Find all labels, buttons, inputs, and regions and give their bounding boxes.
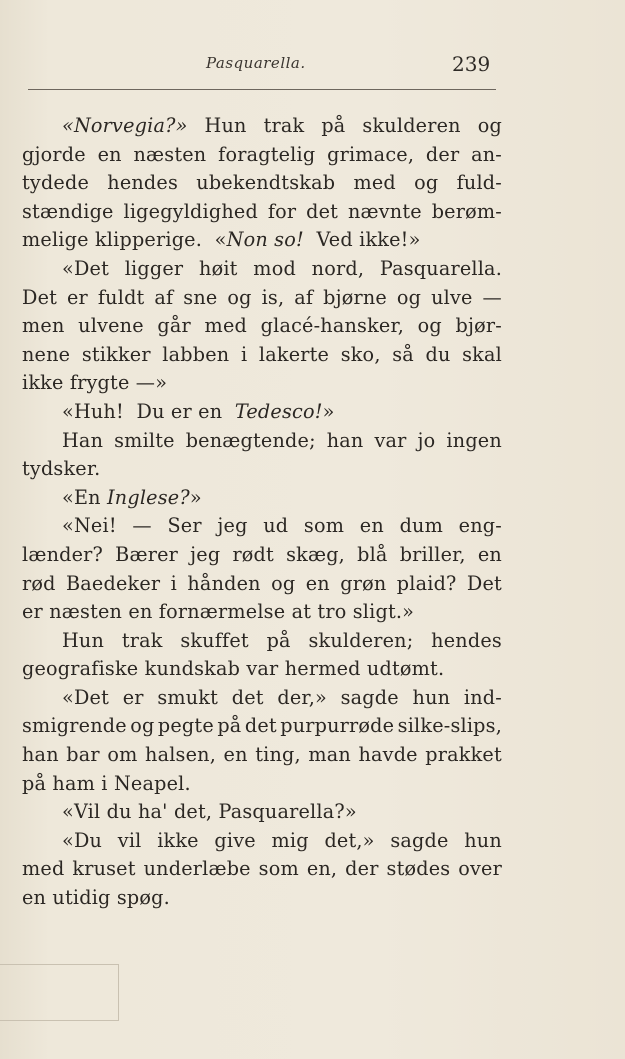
- word: ligegyldighed: [123, 199, 258, 223]
- word: som: [303, 514, 345, 538]
- word: sagde: [340, 685, 399, 709]
- text-line: [22, 427, 502, 456]
- word: rød: [22, 571, 56, 595]
- word: purpurrøde: [280, 714, 395, 738]
- word: nene: [22, 342, 71, 366]
- word: på: [321, 114, 346, 137]
- word: går: [157, 314, 191, 338]
- word: han: [22, 743, 59, 767]
- word: ting,: [255, 743, 301, 767]
- word: tydede: [22, 171, 90, 195]
- text-line: [22, 684, 502, 713]
- word: smukt: [157, 685, 219, 709]
- text-line: [22, 827, 502, 856]
- word: det: [244, 714, 277, 738]
- text-line: [22, 198, 502, 227]
- word: og: [271, 571, 296, 595]
- word: trak: [121, 628, 163, 652]
- word: «Det: [62, 685, 109, 709]
- word: der,»: [277, 685, 327, 709]
- word: «Norvegia?»: [62, 114, 188, 137]
- text-line: [22, 255, 502, 284]
- word: grimace,: [327, 142, 415, 166]
- word: hendes: [431, 628, 502, 652]
- word: ubekendtskab: [196, 171, 336, 195]
- word: ingen: [446, 428, 502, 452]
- text-line: [22, 312, 502, 341]
- word: Baedeker: [65, 571, 161, 595]
- text-segment: »: [189, 485, 202, 509]
- text-line: [22, 712, 502, 741]
- word: grøn: [340, 571, 387, 595]
- word: rødt: [232, 542, 274, 566]
- word: give: [214, 828, 256, 852]
- word: er: [67, 285, 88, 309]
- text-line: [22, 169, 502, 198]
- word: berøm-: [431, 199, 502, 223]
- text-line: «Vil du ha' det, Pasquarella?»: [62, 800, 357, 824]
- word: en: [359, 514, 384, 538]
- text-line: [22, 341, 502, 370]
- text-line: på ham i Neapel.: [22, 771, 191, 795]
- word: benægtende;: [185, 428, 316, 452]
- text-line: [22, 141, 502, 170]
- word: han: [326, 428, 364, 452]
- word: i: [240, 342, 248, 366]
- word: eng-: [458, 514, 502, 538]
- word: silke-slips,: [397, 714, 502, 738]
- word: som: [258, 857, 299, 881]
- word: Hun: [204, 114, 247, 137]
- text-line: geografiske kundskab var hermed udtømt.: [22, 657, 445, 681]
- word: an-: [471, 142, 502, 166]
- text-line: er næsten en fornærmelse at tro sligt.»: [22, 600, 415, 624]
- word: og: [227, 285, 252, 309]
- word: og: [414, 171, 439, 195]
- text-line: [22, 284, 502, 313]
- word: dum: [399, 514, 443, 538]
- word: med: [353, 171, 396, 195]
- word: Pasquarella.: [379, 256, 502, 280]
- word: og: [477, 114, 502, 137]
- word: stødes: [386, 857, 451, 881]
- word: lakerte: [258, 342, 330, 366]
- text-segment: Ved ikke!»: [303, 228, 421, 252]
- word: er: [122, 685, 144, 709]
- word: der: [425, 142, 460, 166]
- text-line: [22, 855, 502, 884]
- word: skæg,: [286, 542, 345, 566]
- word: i: [170, 571, 177, 595]
- word: på: [217, 714, 242, 738]
- word: men: [22, 314, 65, 338]
- word: af: [154, 285, 174, 309]
- word: labben: [162, 342, 230, 366]
- word: hånden: [187, 571, 261, 595]
- word: stændige: [22, 199, 114, 223]
- word: nævnte: [347, 199, 422, 223]
- page-header: [0, 50, 625, 80]
- running-title: Pasquarella.: [206, 54, 306, 72]
- text-line: ikke frygte —»: [22, 371, 168, 395]
- word: vil: [117, 828, 142, 852]
- text-line: [22, 398, 502, 427]
- text-segment: «En: [62, 485, 108, 509]
- word: over: [458, 857, 502, 881]
- text-line: [22, 226, 502, 255]
- word: du: [425, 342, 451, 366]
- word: skulderen: [362, 114, 461, 137]
- word: om: [107, 743, 138, 767]
- word: høit: [199, 256, 238, 280]
- word: Han: [62, 428, 104, 452]
- text-segment: «Huh! Du er en: [62, 399, 235, 423]
- word: is,: [261, 285, 285, 309]
- word: ud: [263, 514, 289, 538]
- word: «Du: [62, 828, 103, 852]
- text-line: [22, 112, 502, 141]
- word: det,»: [324, 828, 375, 852]
- word: det: [231, 685, 264, 709]
- word: bjør-: [455, 314, 502, 338]
- word: hun: [412, 685, 451, 709]
- word: lænder?: [22, 542, 104, 566]
- word: og: [417, 314, 442, 338]
- word: Det: [466, 571, 502, 595]
- word: jeg: [190, 542, 221, 566]
- word: halsen,: [145, 743, 217, 767]
- text-line: [22, 627, 502, 656]
- word: prakket: [425, 743, 502, 767]
- body-text: [22, 112, 502, 913]
- word: plaid?: [396, 571, 457, 595]
- word: —: [132, 514, 152, 538]
- text-line: [22, 512, 502, 541]
- word: sko,: [340, 342, 381, 366]
- word: en: [477, 542, 502, 566]
- word: underlæbe: [143, 857, 251, 881]
- word: trak: [263, 114, 305, 137]
- text-segment: Inglese?: [107, 485, 190, 509]
- word: så: [392, 342, 414, 366]
- word: med: [22, 857, 65, 881]
- word: skuffet: [180, 628, 249, 652]
- word: ligger: [124, 256, 184, 280]
- word: næsten: [133, 142, 207, 166]
- text-segment: melige klipperige. «: [22, 228, 227, 252]
- text-line: [22, 484, 502, 513]
- word: en,: [306, 857, 338, 881]
- text-segment: »: [322, 399, 335, 423]
- word: Det: [22, 285, 58, 309]
- word: «Det: [62, 256, 109, 280]
- word: en: [223, 743, 248, 767]
- word: smilte: [114, 428, 175, 452]
- text-line: [22, 741, 502, 770]
- word: hendes: [107, 171, 179, 195]
- word: ulvene: [78, 314, 144, 338]
- word: briller,: [399, 542, 466, 566]
- word: sagde: [390, 828, 449, 852]
- word: jo: [417, 428, 436, 452]
- page-number: 239: [452, 52, 491, 76]
- word: Ser: [167, 514, 202, 538]
- word: hun: [464, 828, 502, 852]
- header-rule: [28, 89, 496, 90]
- word: for: [267, 199, 297, 223]
- word: skal: [462, 342, 502, 366]
- word: med: [204, 314, 247, 338]
- word: gjorde: [22, 142, 86, 166]
- word: stikker: [81, 342, 151, 366]
- word: blå: [357, 542, 388, 566]
- word: sne: [183, 285, 218, 309]
- word: på: [266, 628, 291, 652]
- word: foragtelig: [218, 142, 316, 166]
- text-line: [22, 570, 502, 599]
- word: bjørne: [323, 285, 387, 309]
- word: glacé-hansker,: [260, 314, 405, 338]
- text-line: tydsker.: [22, 457, 101, 481]
- word: man: [308, 743, 351, 767]
- word: fuld-: [456, 171, 502, 195]
- word: Hun: [62, 628, 105, 652]
- word: ikke: [157, 828, 199, 852]
- word: en: [97, 142, 122, 166]
- word: Bærer: [115, 542, 178, 566]
- word: smigrende: [22, 714, 127, 738]
- word: bar: [66, 743, 100, 767]
- word: en: [305, 571, 330, 595]
- word: pegte: [157, 714, 214, 738]
- scan-margin-mark: [0, 964, 119, 1021]
- word: mod: [253, 256, 296, 280]
- word: kruset: [72, 857, 136, 881]
- word: jeg: [217, 514, 248, 538]
- text-segment: Non so!: [226, 228, 304, 252]
- word: der: [345, 857, 379, 881]
- word: —: [482, 285, 502, 309]
- text-segment: Tedesco!: [234, 399, 323, 423]
- text-line: [22, 541, 502, 570]
- word: og: [396, 285, 422, 309]
- word: af: [294, 285, 314, 309]
- word: mig: [271, 828, 309, 852]
- word: «Nei!: [62, 514, 117, 538]
- word: nord,: [311, 256, 365, 280]
- word: det: [306, 199, 339, 223]
- word: skulderen;: [308, 628, 414, 652]
- word: havde: [358, 743, 418, 767]
- text-line: en utidig spøg.: [22, 886, 170, 910]
- word: ind-: [463, 685, 502, 709]
- word: ulve: [431, 285, 473, 309]
- word: og: [130, 714, 155, 738]
- word: fuldt: [97, 285, 145, 309]
- word: var: [374, 428, 407, 452]
